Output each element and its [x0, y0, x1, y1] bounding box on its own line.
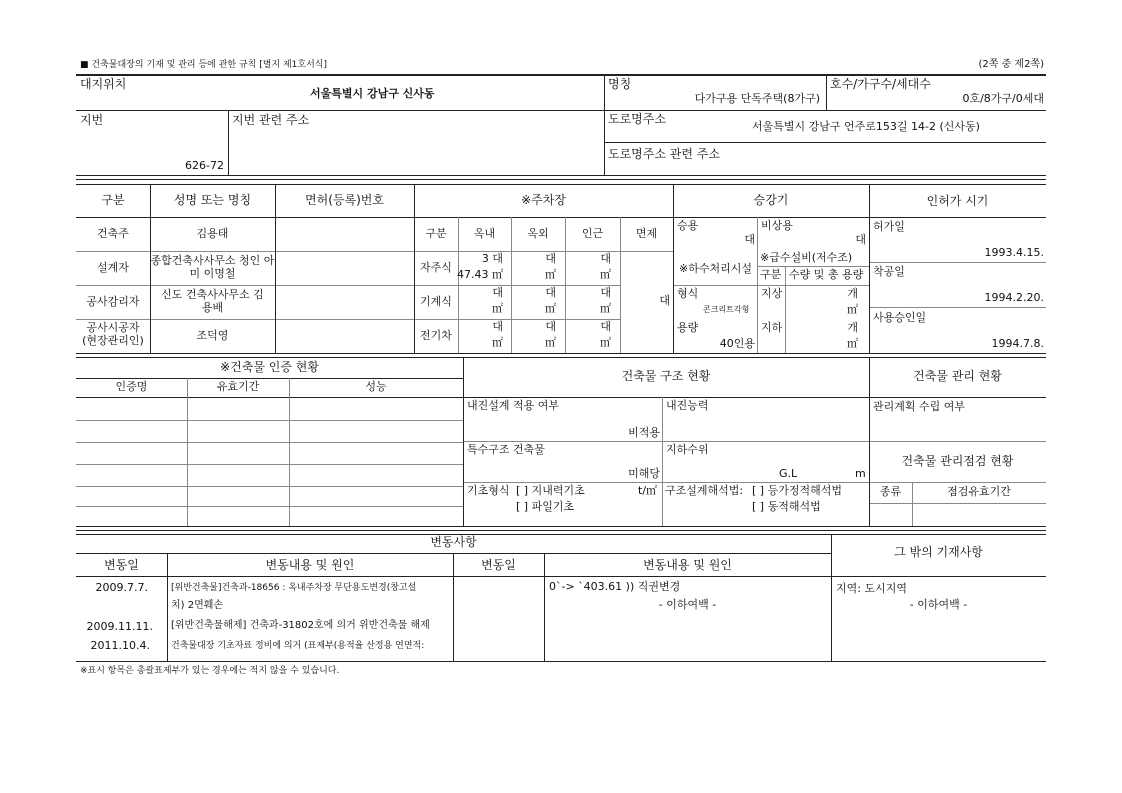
changes-col-date2: 변동일	[481, 558, 516, 572]
sewage-capacity-label: 용량	[677, 321, 699, 334]
top-rule	[76, 74, 1046, 76]
role-contractor: 공사시공자 (현장관리인)	[82, 321, 144, 347]
management-plan-label: 관리계획 수립 여부	[873, 400, 966, 413]
seismic-design-value: 비적용	[628, 426, 660, 439]
start-date-value: 1994.2.20.	[984, 291, 1044, 304]
structure-title: 건축물 구조 현황	[621, 369, 711, 383]
foundation-bearing-unit: t/㎡	[638, 484, 658, 497]
sewage-capacity-value: 40인용	[719, 337, 755, 350]
page-indicator: (2쪽 중 제2쪽)	[978, 59, 1044, 70]
passenger-elevator-label: 승용	[677, 219, 699, 232]
road-address-value: 서울특별시 강남구 언주로153길 14-2 (신사동)	[752, 120, 980, 133]
special-structure-value: 미해당	[628, 467, 660, 480]
parking-header-nearby: 인근	[581, 227, 604, 240]
self-nearby-area: ㎡	[600, 268, 611, 281]
mech-outdoor-area: ㎡	[545, 302, 556, 315]
certification-col-performance: 성능	[365, 380, 387, 393]
inspection-col-validity: 점검유효기간	[947, 485, 1011, 498]
exempt-count: 대	[659, 294, 670, 307]
contractor-name: 조덕영	[196, 329, 229, 342]
designer-name: 종합건축사사무소 청인 아미 이명철	[150, 254, 275, 280]
changes-col-date: 변동일	[104, 558, 139, 572]
site-location-label: 대지위치	[80, 77, 127, 91]
passenger-elevator-unit: 대	[744, 233, 755, 246]
analysis-method-label: 구조설계해석법:	[665, 484, 744, 497]
change-date: 2011.10.4.	[90, 639, 150, 652]
permit-title: 인허가 시기	[926, 194, 989, 208]
lot-number-value: 626-72	[185, 159, 224, 172]
water-category-label: 구분	[760, 268, 782, 281]
parking-self-label: 자주식	[420, 261, 452, 274]
self-outdoor-count: 대	[545, 252, 556, 265]
foundation-option-pile: [ ] 파일기초	[516, 500, 575, 513]
certification-title: ※건축물 인증 현황	[220, 360, 319, 374]
elec-indoor-count: 대	[492, 320, 503, 333]
mech-indoor-count: 대	[492, 286, 503, 299]
role-supervisor: 공사감리자	[86, 295, 140, 308]
lot-number-label: 지번	[80, 113, 104, 127]
groundwater-label: 지하수위	[666, 443, 709, 456]
approval-date-label: 사용승인일	[873, 311, 927, 324]
building-name-label: 명칭	[608, 77, 632, 91]
self-indoor-area: 47.43 ㎡	[457, 268, 503, 281]
self-outdoor-area: ㎡	[545, 268, 556, 281]
seismic-design-label: 내진설계 적용 여부	[467, 399, 560, 412]
people-header-license: 면허(등록)번호	[305, 193, 384, 207]
inspection-col-type: 종류	[879, 485, 902, 498]
seismic-capacity-label: 내진능력	[666, 399, 709, 412]
elec-nearby-area: ㎡	[600, 336, 611, 349]
owner-name: 김용태	[196, 227, 229, 240]
sewage-facility-label: ※하수처리시설	[679, 262, 752, 275]
related-lot-label: 지번 관련 주소	[232, 113, 310, 127]
elec-indoor-area: ㎡	[492, 336, 503, 349]
other-note-zone: 지역: 도시지역	[836, 582, 907, 595]
elec-outdoor-area: ㎡	[545, 336, 556, 349]
start-date-label: 착공일	[873, 265, 905, 278]
parking-header-category: 구분	[425, 227, 447, 240]
change-entry-continued: 0`-> `403.61 )) 직권변경	[549, 580, 681, 593]
road-related-label: 도로명주소 관련 주소	[608, 147, 720, 161]
water-above-area-unit: ㎡	[847, 303, 858, 316]
analysis-option-dynamic: [ ] 동적해석법	[752, 500, 821, 513]
water-below-label: 지하	[761, 321, 783, 334]
foundation-option-bearing: [ ] 지내력기초	[516, 484, 585, 497]
parking-elec-label: 전기차	[420, 329, 452, 342]
emergency-elevator-unit: 대	[855, 233, 866, 246]
mech-nearby-count: 대	[600, 286, 611, 299]
changes-col-content2: 변동내용 및 원인	[643, 558, 732, 572]
changes-col-content: 변동내용 및 원인	[265, 558, 355, 572]
sewage-type-value: 콘크리트각형	[703, 305, 750, 314]
change-entry-line: [위반건축물해제] 건축과-31802호에 의거 위반건축물 해제	[171, 620, 430, 631]
change-entry-line: 치) 2면훼손	[171, 600, 224, 611]
water-below-area-unit: ㎡	[847, 337, 858, 350]
change-entry-line: 건축물대장 기초자료 정비에 의거 (표제부(용적율 산정용 연면적:	[171, 641, 425, 651]
elec-outdoor-count: 대	[545, 320, 556, 333]
people-header-name: 성명 또는 명칭	[173, 193, 252, 207]
role-designer: 설계자	[97, 261, 129, 274]
changes-title: 변동사항	[430, 535, 477, 549]
people-header-category: 구분	[101, 193, 125, 207]
site-location-value: 서울특별시 강남구 신사동	[310, 87, 435, 100]
management-title: 건축물 관리 현황	[913, 369, 1002, 383]
parking-header-exempt: 면제	[635, 227, 658, 240]
inspection-title: 건축물 관리점검 현황	[901, 454, 1014, 468]
water-above-count-unit: 개	[847, 287, 858, 300]
change-date: 2009.11.11.	[86, 620, 153, 633]
special-structure-label: 특수구조 건축물	[467, 443, 545, 456]
elevator-title: 승강기	[753, 193, 789, 207]
water-quantity-label: 수량 및 총 용량	[789, 268, 864, 281]
analysis-option-static: [ ] 등가정적해석법	[752, 484, 842, 497]
role-owner: 건축주	[97, 227, 129, 240]
water-below-count-unit: 개	[847, 321, 858, 334]
parking-header-indoor: 옥내	[473, 227, 496, 240]
other-notes-title: 그 밖의 기재사항	[894, 545, 983, 559]
water-supply-label: ※급수설비(저수조)	[760, 251, 853, 264]
foundation-type-label: 기초형식	[467, 484, 510, 497]
sewage-type-label: 형식	[677, 287, 699, 300]
units-value: 0호/8가구/0세대	[962, 92, 1044, 105]
elec-nearby-count: 대	[600, 320, 611, 333]
mech-indoor-area: ㎡	[492, 302, 503, 315]
approval-date-value: 1994.7.8.	[991, 337, 1044, 350]
building-name-value: 다가구용 단독주택(8가구)	[694, 92, 820, 105]
parking-header-outdoor: 옥외	[527, 227, 549, 240]
supervisor-name: 신도 건축사사무소 김용배	[161, 288, 264, 314]
units-label: 호수/가구수/세대수	[830, 77, 931, 91]
water-above-label: 지상	[761, 287, 783, 300]
groundwater-unit: m	[855, 467, 866, 480]
mech-outdoor-count: 대	[545, 286, 556, 299]
certification-col-name: 인증명	[115, 380, 148, 393]
emergency-elevator-label: 비상용	[761, 219, 793, 232]
other-notes-blank-marker: - 이하여백 -	[909, 598, 968, 611]
change-entry-line: [위반건축물]건축과-18656 : 옥내주차장 무단용도변경(창고설	[171, 583, 417, 593]
self-nearby-count: 대	[600, 252, 611, 265]
road-address-label: 도로명주소	[608, 112, 666, 126]
mech-nearby-area: ㎡	[600, 302, 611, 315]
certification-col-period: 유효기간	[216, 380, 260, 393]
change-date: 2009.7.7.	[95, 581, 148, 594]
self-indoor-count: 3 대	[481, 252, 503, 265]
parking-mech-label: 기계식	[420, 295, 452, 308]
permit-date-label: 허가일	[873, 220, 905, 233]
changes-blank-marker: - 이하여백 -	[658, 598, 717, 611]
permit-date-value: 1993.4.15.	[984, 246, 1044, 259]
footer-note: ※표시 항목은 총괄표제부가 있는 경우에는 적지 않을 수 있습니다.	[80, 666, 340, 676]
regulation-caption: ■ 건축물대장의 기재 및 관리 등에 관한 규칙 [별지 제1호서식]	[80, 60, 327, 70]
groundwater-gl-label: G.L	[779, 467, 798, 480]
parking-title: ※주차장	[521, 193, 566, 207]
